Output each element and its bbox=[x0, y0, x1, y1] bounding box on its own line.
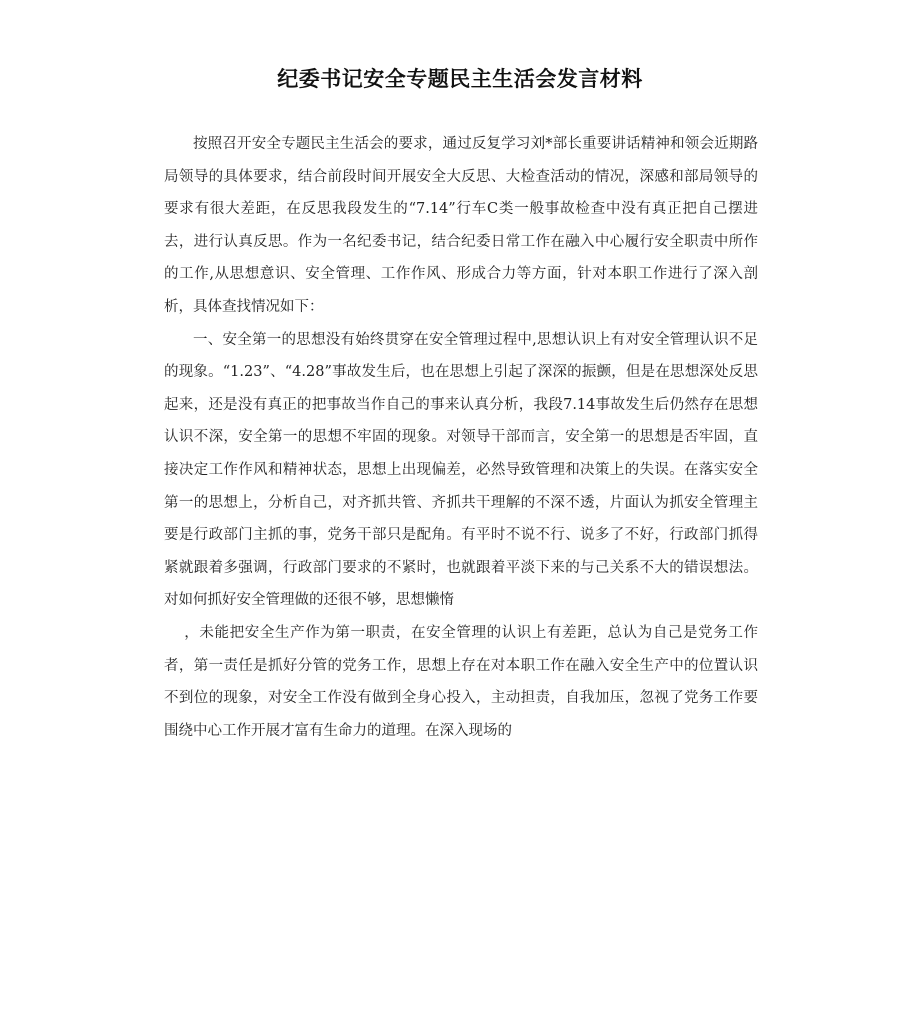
paragraph-intro: 按照召开安全专题民主生活会的要求，通过反复学习刘*部长重要讲话精神和领会近期路局领导的具体要求，结合前段时间开展安全大反思、大检查活动的情况，深感和部局领导的要求有很大差距，在反思我段发生的“7.14”行车C类一般事故检查中没有真正把自己摆进去，进行认真反思。作为一名纪委书记，结合纪委日常工作在融入中心履行安全职责中所作的工作,从思想意识、安全管理、工作作风、形成合力等方面，针对本职工作进行了深入剖析，具体查找情况如下： bbox=[164, 136, 758, 315]
paragraph-continuation: ，未能把安全生产作为第一职责，在安全管理的认识上有差距，总认为自己是党务工作者，第一责任是抓好分管的党务工作，思想上存在对本职工作在融入安全生产中的位置认识不到位的现象，对安全工作没有做到全身心投入，主动担责，自我加压，忽视了党务工作要围绕中心工作开展才富有生命力的道理。在深入现场的 bbox=[164, 624, 758, 739]
document-body bbox=[164, 128, 758, 747]
paragraph-section-one: 一、安全第一的思想没有始终贯穿在安全管理过程中,思想认识上有对安全管理认识不足的现象。“1.23”、“4.28”事故发生后，也在思想上引起了深深的振颤，但是在思想深处反思起来，还是没有真正的把事故当作自己的事来认真分析，我段7.14事故发生后仍然存在思想认识不深，安全第一的思想不牢固的现象。对领导干部而言，安全第一的思想是否牢固，直接决定工作作风和精神状态，思想上出现偏差，必然导致管理和决策上的失误。在落实安全第一的思想上，分析自己，对齐抓共管、齐抓共干理解的不深不透，片面认为抓安全管理主要是行政部门主抓的事，党务干部只是配角。有平时不说不行、说多了不好，行政部门抓得紧就跟着多强调，行政部门要求的不紧时，也就跟着平淡下来的与己关系不大的错误想法。对如何抓好安全管理做的还很不够，思想懒惰 bbox=[164, 331, 758, 609]
document-title: 纪委书记安全专题民主生活会发言材料 bbox=[277, 67, 643, 91]
